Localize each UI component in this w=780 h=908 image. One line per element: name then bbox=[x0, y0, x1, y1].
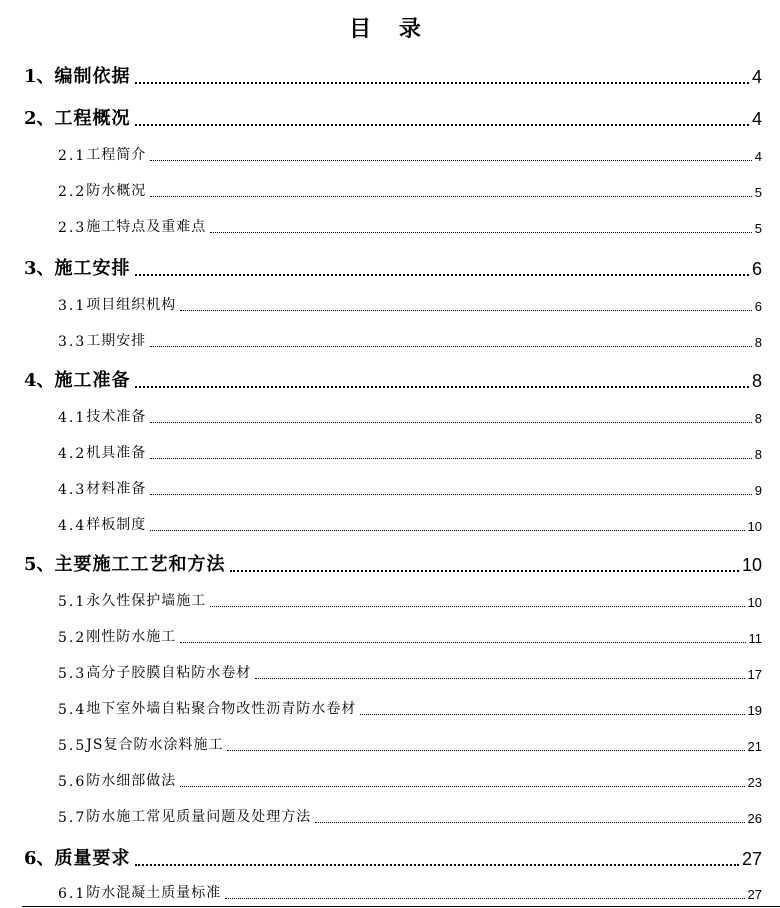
toc-section-entry[interactable] bbox=[58, 698, 762, 718]
toc-entry-title: 材料准备 bbox=[86, 481, 147, 497]
toc-entry-number: 5.3 bbox=[58, 666, 87, 682]
toc-section-entry[interactable] bbox=[58, 806, 762, 826]
toc-entry-title: 施工安排 bbox=[54, 258, 131, 279]
toc-dot-leader bbox=[255, 678, 744, 679]
toc-chapter-entry[interactable] bbox=[24, 844, 762, 870]
toc-entry-number: 6.1 bbox=[58, 886, 87, 902]
toc-entry-number: 5.5 bbox=[58, 738, 87, 754]
toc-dot-leader bbox=[150, 530, 744, 531]
toc-dot-leader bbox=[315, 822, 744, 823]
toc-entry-number: 3、 bbox=[24, 258, 55, 279]
toc-section-entry[interactable] bbox=[58, 442, 762, 462]
toc-page-number: 19 bbox=[747, 703, 762, 718]
toc-entry-number: 5.1 bbox=[58, 594, 87, 610]
toc-page-number: 17 bbox=[747, 667, 762, 682]
toc-page-number: 6 bbox=[751, 259, 762, 279]
toc-page-number: 8 bbox=[751, 371, 762, 391]
toc-entry-number: 6、 bbox=[24, 848, 55, 869]
toc-entry-title: JS复合防水涂料施工 bbox=[86, 737, 224, 753]
toc-dot-leader bbox=[150, 346, 752, 347]
toc-entry-title: 防水混凝土质量标准 bbox=[86, 885, 222, 901]
toc-section-entry[interactable] bbox=[58, 626, 762, 646]
toc-dot-leader bbox=[180, 642, 745, 643]
toc-section-entry[interactable] bbox=[58, 478, 762, 498]
toc-entry-title: 工期安排 bbox=[86, 333, 147, 349]
toc-dot-leader bbox=[135, 124, 749, 126]
toc-entry-number: 3.3 bbox=[58, 334, 87, 350]
toc-dot-leader bbox=[135, 274, 749, 276]
toc-entry-title: 防水细部做法 bbox=[86, 773, 177, 789]
toc-section-entry[interactable] bbox=[58, 180, 762, 200]
toc-section-entry[interactable] bbox=[58, 514, 762, 534]
toc-dot-leader bbox=[150, 494, 752, 495]
toc-entry-number: 5.7 bbox=[58, 810, 87, 826]
toc-entry-title: 防水概况 bbox=[86, 183, 147, 199]
toc-page-number: 8 bbox=[754, 447, 762, 462]
toc-entry-number: 4.4 bbox=[58, 518, 87, 534]
toc-section-entry[interactable] bbox=[58, 882, 762, 902]
toc-dot-leader bbox=[135, 82, 749, 84]
toc-entry-number: 5.2 bbox=[58, 630, 87, 646]
toc-entry-title: 主要施工工艺和方法 bbox=[54, 554, 226, 575]
toc-entry-title: 施工准备 bbox=[54, 370, 131, 391]
toc-chapter-entry[interactable] bbox=[24, 366, 762, 392]
toc-entry-title: 编制依据 bbox=[54, 66, 131, 87]
toc-page-number: 5 bbox=[754, 185, 762, 200]
toc-entry-number: 5.4 bbox=[58, 702, 87, 718]
toc-entry-number: 4.3 bbox=[58, 482, 87, 498]
toc-dot-leader bbox=[230, 570, 739, 572]
toc-section-entry[interactable] bbox=[58, 770, 762, 790]
toc-entry-title: 高分子胶膜自粘防水卷材 bbox=[86, 665, 252, 681]
toc-chapter-entry[interactable] bbox=[24, 550, 762, 576]
toc-dot-leader bbox=[225, 898, 744, 899]
toc-entry-title: 永久性保护墙施工 bbox=[86, 593, 207, 609]
toc-section-entry[interactable] bbox=[58, 330, 762, 350]
toc-entry-title: 施工特点及重难点 bbox=[86, 219, 207, 235]
toc-entry-number: 2.3 bbox=[58, 220, 87, 236]
toc-chapter-entry[interactable] bbox=[24, 104, 762, 130]
toc-entry-number: 4.1 bbox=[58, 410, 87, 426]
toc-page-number: 9 bbox=[754, 483, 762, 498]
toc-dot-leader bbox=[210, 606, 744, 607]
toc-title: 目 录 bbox=[349, 16, 431, 42]
toc-entry-title: 样板制度 bbox=[86, 517, 147, 533]
toc-entry-title: 机具准备 bbox=[86, 445, 147, 461]
toc-dot-leader bbox=[150, 422, 752, 423]
toc-page-number: 10 bbox=[741, 555, 762, 575]
toc-dot-leader bbox=[227, 750, 744, 751]
toc-page-number: 4 bbox=[751, 109, 762, 129]
toc-section-entry[interactable] bbox=[58, 144, 762, 164]
toc-page-number: 27 bbox=[741, 849, 762, 869]
toc-entry-number: 1、 bbox=[24, 66, 55, 87]
toc-page-number: 27 bbox=[747, 887, 762, 902]
toc-section-entry[interactable] bbox=[58, 216, 762, 236]
toc-section-entry[interactable] bbox=[58, 734, 762, 754]
toc-dot-leader bbox=[180, 310, 752, 311]
toc-entry-number: 5、 bbox=[24, 554, 55, 575]
toc-page-number: 8 bbox=[754, 411, 762, 426]
toc-page-number: 6 bbox=[754, 299, 762, 314]
toc-dot-leader bbox=[150, 196, 752, 197]
toc-section-entry[interactable] bbox=[58, 294, 762, 314]
toc-chapter-entry[interactable] bbox=[24, 254, 762, 280]
toc-entry-number: 2.2 bbox=[58, 184, 87, 200]
toc-entry-number: 4、 bbox=[24, 370, 55, 391]
toc-section-entry[interactable] bbox=[58, 662, 762, 682]
toc-entry-number: 4.2 bbox=[58, 446, 87, 462]
toc-page-number: 8 bbox=[754, 335, 762, 350]
toc-dot-leader bbox=[180, 786, 744, 787]
toc-page-number: 4 bbox=[751, 67, 762, 87]
toc-entry-title: 技术准备 bbox=[86, 409, 147, 425]
toc-entry-title: 刚性防水施工 bbox=[86, 629, 177, 645]
toc-page-number: 11 bbox=[748, 631, 762, 646]
toc-entry-number: 3.1 bbox=[58, 298, 87, 314]
toc-page-number: 23 bbox=[747, 775, 762, 790]
toc-dot-leader bbox=[210, 232, 752, 233]
toc-section-entry[interactable] bbox=[58, 590, 762, 610]
toc-dot-leader bbox=[135, 864, 739, 866]
toc-entry-title: 项目组织机构 bbox=[86, 297, 177, 313]
toc-page-number: 21 bbox=[747, 739, 762, 754]
toc-entry-number: 2.1 bbox=[58, 148, 87, 164]
toc-page-number: 26 bbox=[747, 811, 762, 826]
toc-entry-title: 质量要求 bbox=[54, 848, 131, 869]
toc-entry-title: 防水施工常见质量问题及处理方法 bbox=[86, 809, 312, 825]
toc-page-number: 5 bbox=[754, 221, 762, 236]
toc-chapter-entry[interactable] bbox=[24, 62, 762, 88]
toc-dot-leader bbox=[360, 714, 744, 715]
toc-page-number: 4 bbox=[754, 149, 762, 164]
toc-entry-number: 5.6 bbox=[58, 774, 87, 790]
page-bottom-rule bbox=[22, 906, 780, 907]
toc-dot-leader bbox=[150, 458, 752, 459]
toc-entry-title: 工程简介 bbox=[86, 147, 147, 163]
toc-entry-title: 工程概况 bbox=[54, 108, 131, 129]
toc-dot-leader bbox=[150, 160, 752, 161]
toc-dot-leader bbox=[135, 386, 749, 388]
toc-entry-number: 2、 bbox=[24, 108, 55, 129]
toc-page-number: 10 bbox=[747, 519, 762, 534]
toc-section-entry[interactable] bbox=[58, 406, 762, 426]
toc-entry-title: 地下室外墙自粘聚合物改性沥青防水卷材 bbox=[86, 701, 357, 717]
toc-page-number: 10 bbox=[747, 595, 762, 610]
